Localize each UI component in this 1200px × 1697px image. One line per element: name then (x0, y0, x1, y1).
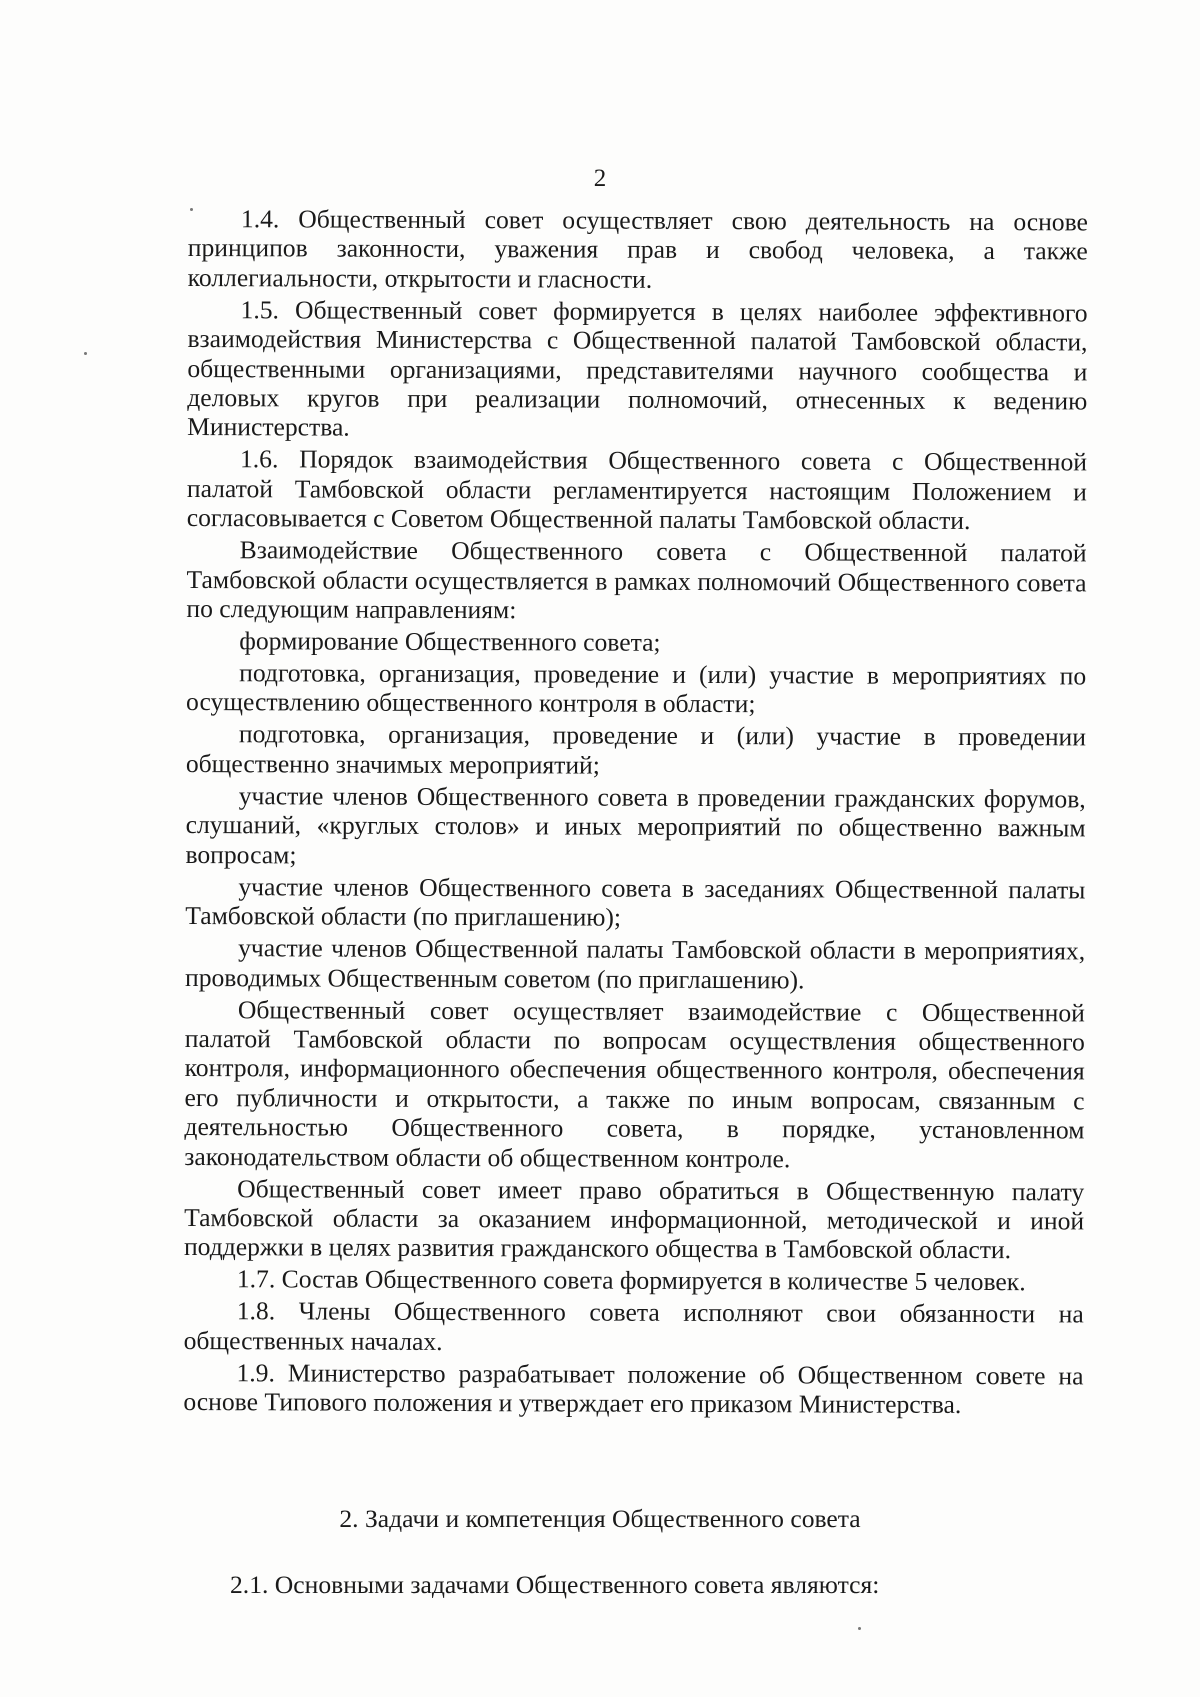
list-item-significant-events: подготовка, организация, проведение и (или) участие в проведении общественно значимых мероприятий; (185, 719, 1087, 780)
paragraph-1-9: 1.9. Министерство разрабатывает положение об Общественном совете на основе Типового положения и утверждает его приказом Министерства. (183, 1357, 1084, 1420)
paragraph-interaction-intro: Взаимодействие Общественного совета с Общественной палатой Тамбовской области осуществляется в рамках полномочий Общественного совета по следующим направлениям: (186, 535, 1087, 625)
scan-speck (858, 1627, 861, 1630)
list-item-control-events: подготовка, организация, проведение и (или) участие в мероприятиях по осуществлению общественного контроля в области; (186, 658, 1087, 719)
document-body (183, 204, 1088, 1423)
list-item-council-events: участие членов Общественной палаты Тамбовской области в мероприятиях, проводимых Общественным советом (по приглашению). (184, 933, 1086, 994)
list-item-chamber-meetings: участие членов Общественного совета в заседаниях Общественной палаты Тамбовской области (по приглашению); (185, 871, 1086, 932)
list-item-forums: участие членов Общественного совета в проведении гражданских форумов, слушаний, «круглых столов» и иных мероприятий по общественно важным вопросам; (185, 781, 1086, 870)
paragraph-interaction-scope: Общественный совет осуществляет взаимодействие с Общественной палатой Тамбовской области по вопросам осуществления общественного контроля, информационного обеспечения общественного контроля, обеспечения его публичности и открытости, а также по иным вопросам, связанным с деятельностью Общественного совета, в порядке, установленном законодательством области об общественном контроле. (184, 994, 1085, 1173)
paragraph-1-4: 1.4. Общественный совет осуществляет свою деятельность на основе принципов законности, уважения прав и свобод человека, а также коллегиальности, открытости и гласности. (187, 204, 1088, 294)
scan-speck (84, 352, 87, 355)
section-heading: 2. Задачи и компетенция Общественного совета (339, 1504, 861, 1533)
paragraph-1-5: 1.5. Общественный совет формируется в целях наиболее эффективного взаимодействия Министерства с Общественной палатой Тамбовской области, общественными организациями, представителями научного сообщества и деловых кругов при реализации полномочий, отнесенных к ведению Министерства. (187, 295, 1088, 443)
page-number: 2 (593, 165, 607, 192)
paragraph-2-1: 2.1. Основными задачами Общественного совета являются: (230, 1570, 880, 1599)
scan-speck (190, 208, 193, 211)
paragraph-1-7: 1.7. Состав Общественного совета формируется в количестве 5 человек. (236, 1264, 1026, 1297)
paragraph-1-6: 1.6. Порядок взаимодействия Общественного совета с Общественной палатой Тамбовской области регламентируется настоящим Положением и согласовывается с Советом Общественной палаты Тамбовской области. (186, 444, 1088, 536)
paragraph-1-8: 1.8. Члены Общественного совета исполняют свои обязанности на общественных началах. (183, 1296, 1084, 1356)
paragraph-right-to-appeal: Общественный совет имеет право обратиться в Общественную палату Тамбовской области за оказанием информационной, методической и иной поддержки в целях развития гражданского общества в Тамбовской области. (183, 1173, 1085, 1265)
list-item-formation: формирование Общественного совета; (239, 626, 661, 657)
